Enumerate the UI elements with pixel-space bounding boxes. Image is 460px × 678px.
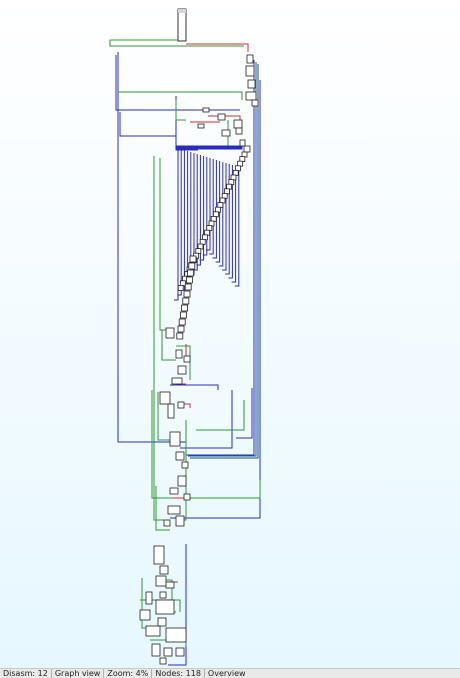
graph-node[interactable] <box>168 506 180 514</box>
graph-node[interactable] <box>156 600 174 614</box>
graph-node[interactable] <box>140 610 150 620</box>
graph-node[interactable] <box>218 114 225 120</box>
graph-node[interactable] <box>158 618 166 626</box>
status-nodes: Nodes: 118 <box>152 669 205 678</box>
graph-node[interactable] <box>203 108 209 112</box>
graph-node[interactable] <box>198 124 204 128</box>
chain-node[interactable] <box>183 298 189 304</box>
entry-node-header <box>178 9 186 13</box>
graph-node[interactable] <box>156 576 166 586</box>
graph-node[interactable] <box>248 80 255 88</box>
graph-node[interactable] <box>160 658 166 664</box>
graph-node[interactable] <box>176 516 184 526</box>
graph-node[interactable] <box>178 366 186 374</box>
chain-node[interactable] <box>177 333 183 339</box>
chain-node[interactable] <box>179 319 185 325</box>
graph-node[interactable] <box>172 378 182 384</box>
chain-node[interactable] <box>184 291 190 297</box>
edge-back-right-2 <box>188 62 256 456</box>
graph-node[interactable] <box>246 92 256 100</box>
graph-node[interactable] <box>146 592 152 604</box>
status-overview[interactable]: Overview <box>207 668 246 678</box>
graph-node[interactable] <box>240 140 245 146</box>
graph-node[interactable] <box>178 402 184 408</box>
graph-node[interactable] <box>168 404 174 418</box>
edge-back-2 <box>120 112 176 136</box>
status-bar <box>0 668 460 678</box>
edge-back-1 <box>116 55 240 110</box>
graph-node[interactable] <box>176 452 184 460</box>
status-disasm: Disasm: 12 <box>0 669 52 678</box>
graph-node[interactable] <box>166 328 174 338</box>
chain-node[interactable] <box>188 270 194 276</box>
graph-node[interactable] <box>176 350 182 358</box>
edge-back-mid <box>180 390 232 448</box>
graph-node[interactable] <box>154 546 164 564</box>
graph-node[interactable] <box>182 462 188 468</box>
graph-node[interactable] <box>166 582 174 588</box>
graph-node[interactable] <box>234 120 242 128</box>
graph-node[interactable] <box>170 432 180 446</box>
chain-node[interactable] <box>178 326 184 332</box>
chain-node[interactable] <box>178 285 183 290</box>
edge-back-low-2 <box>170 385 218 390</box>
status-zoom: Zoom: 4% <box>104 669 152 678</box>
graph-node[interactable] <box>244 146 250 152</box>
status-view: Graph view <box>52 669 105 678</box>
chain-node[interactable] <box>189 263 195 269</box>
graph-node[interactable] <box>184 356 190 362</box>
graph-node[interactable] <box>164 648 172 656</box>
graph-node[interactable] <box>152 644 160 656</box>
chain-node[interactable] <box>190 256 196 262</box>
graph-node[interactable] <box>164 520 170 526</box>
cascade-header <box>176 146 242 149</box>
graph-node[interactable] <box>178 476 186 486</box>
cascade-edge <box>174 148 178 300</box>
graph-node[interactable] <box>184 494 190 500</box>
chain-node[interactable] <box>186 277 192 283</box>
graph-node[interactable] <box>160 392 170 404</box>
graph-node[interactable] <box>160 566 168 574</box>
graph-node[interactable] <box>146 626 160 636</box>
entry-node[interactable] <box>178 9 186 41</box>
chain-node[interactable] <box>180 312 186 318</box>
graph-node[interactable] <box>166 628 186 642</box>
graph-node[interactable] <box>222 130 230 136</box>
graph-node[interactable] <box>236 128 242 134</box>
chain-node[interactable] <box>185 284 191 290</box>
false-edges <box>162 44 248 612</box>
edge-back-3 <box>176 96 198 150</box>
graph-node[interactable] <box>252 100 258 106</box>
graph-node[interactable] <box>246 66 254 76</box>
graph-node[interactable] <box>247 55 253 63</box>
graph-node[interactable] <box>176 648 184 656</box>
graph-node[interactable] <box>160 592 166 598</box>
graph-node[interactable] <box>170 488 178 494</box>
chain-node[interactable] <box>182 305 188 311</box>
